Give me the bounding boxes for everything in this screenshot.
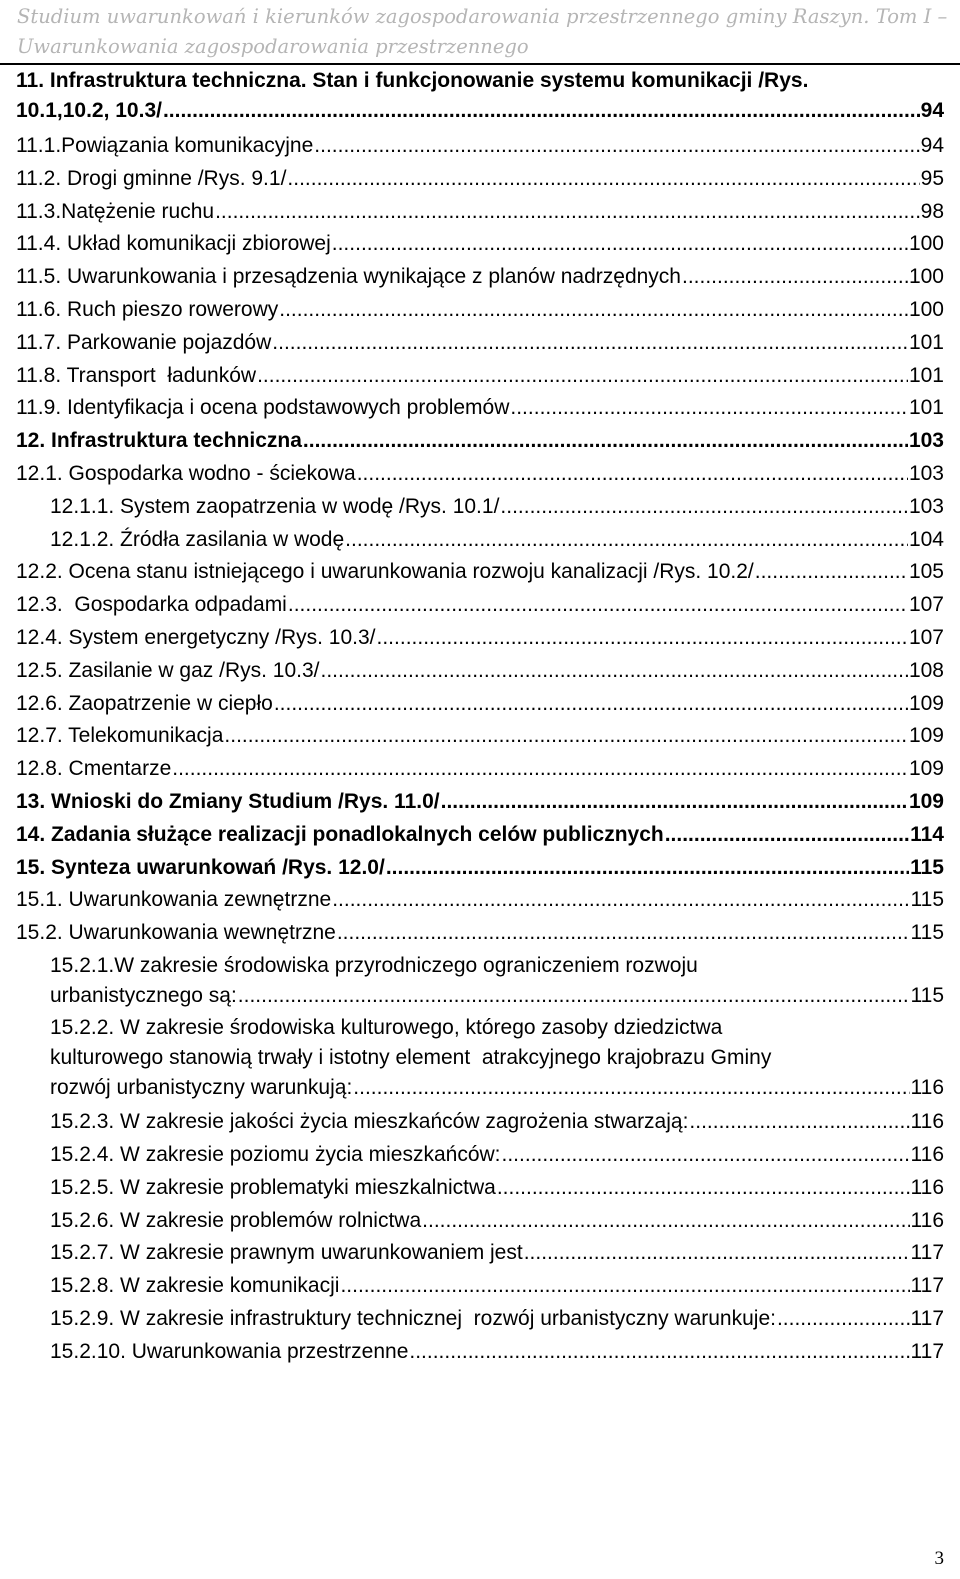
toc-entry-11[interactable] bbox=[16, 66, 944, 126]
toc-page-number: 101 bbox=[908, 364, 944, 387]
toc-entry-title: 11.2. Drogi gminne /Rys. 9.1/ bbox=[16, 167, 287, 190]
toc-entry-title: 11.5. Uwarunkowania i przesądzenia wynikające z planów nadrzędnych bbox=[16, 265, 681, 288]
toc-leader-dots bbox=[332, 229, 908, 259]
running-header bbox=[0, 0, 960, 64]
toc-leader-dots bbox=[353, 1073, 909, 1103]
toc-entry-12-6[interactable] bbox=[16, 689, 944, 719]
toc-entry-11-9[interactable] bbox=[16, 393, 944, 423]
toc-entry-13[interactable] bbox=[16, 787, 944, 817]
toc-page-number: 116 bbox=[910, 1143, 944, 1166]
toc-entry-11-5[interactable] bbox=[16, 262, 944, 292]
toc-leader-dots bbox=[340, 1271, 909, 1301]
toc-leader-dots bbox=[682, 262, 908, 292]
toc-entry-title: 15.2.4. W zakresie poziomu życia mieszkańców: bbox=[50, 1143, 501, 1166]
toc-entry-title: 12.3. Gospodarka odpadami bbox=[16, 593, 287, 616]
toc-page-number: 104 bbox=[908, 528, 944, 551]
toc-page-number: 109 bbox=[908, 692, 944, 715]
toc-leader-dots bbox=[279, 295, 908, 325]
toc-page-number: 101 bbox=[908, 331, 944, 354]
toc-entry-14[interactable] bbox=[16, 820, 944, 850]
toc-entry-15-2-9[interactable] bbox=[50, 1304, 944, 1334]
toc-leader-dots bbox=[524, 1238, 910, 1268]
toc-page-number: 108 bbox=[908, 659, 944, 682]
toc-page-number: 103 bbox=[908, 495, 944, 518]
page-number: 3 bbox=[934, 1548, 944, 1569]
toc-entry-title: 12.7. Telekomunikacja bbox=[16, 724, 224, 747]
toc-entry-11-7[interactable] bbox=[16, 328, 944, 358]
toc-page-number: 115 bbox=[910, 888, 944, 911]
toc-page-number: 100 bbox=[908, 265, 944, 288]
toc-leader-dots bbox=[357, 459, 908, 489]
toc-page-number: 115 bbox=[910, 856, 944, 879]
toc-page-number: 116 bbox=[910, 1209, 944, 1232]
toc-leader-dots bbox=[689, 1107, 909, 1137]
toc-entry-15[interactable] bbox=[16, 853, 944, 883]
toc-page-number: 109 bbox=[908, 724, 944, 747]
toc-leader-dots bbox=[386, 853, 909, 883]
toc-leader-dots bbox=[321, 656, 908, 686]
toc-entry-15-2[interactable] bbox=[16, 918, 944, 948]
toc-entry-title: 11.6. Ruch pieszo rowerowy bbox=[16, 298, 279, 321]
toc-entry-12-1-1[interactable] bbox=[50, 492, 944, 522]
toc-entry-12-5[interactable] bbox=[16, 656, 944, 686]
toc-page-number: 94 bbox=[920, 134, 944, 157]
toc-entry-title-cont: rozwój urbanistyczny warunkują: bbox=[50, 1076, 353, 1099]
toc-entry-15-2-8[interactable] bbox=[50, 1271, 944, 1301]
toc-entry-title: 15.2.7. W zakresie prawnym uwarunkowaniem jest bbox=[50, 1241, 523, 1264]
toc-leader-dots bbox=[163, 96, 920, 126]
toc-leader-dots bbox=[303, 426, 908, 456]
toc-entry-12-3[interactable] bbox=[16, 590, 944, 620]
toc-leader-dots bbox=[502, 1140, 910, 1170]
toc-entry-title: 12. Infrastruktura techniczna bbox=[16, 429, 302, 452]
toc-entry-title: 15.2.1.W zakresie środowiska przyrodniczego ograniczeniem rozwoju bbox=[50, 954, 698, 977]
toc-entry-title: 15.2.6. W zakresie problemów rolnictwa bbox=[50, 1209, 422, 1232]
toc-entry-12-1-2[interactable] bbox=[50, 525, 944, 555]
toc-page-number: 115 bbox=[910, 921, 944, 944]
toc-page-number: 116 bbox=[910, 1076, 944, 1099]
toc-entry-title: 11.4. Układ komunikacji zbiorowej bbox=[16, 232, 331, 255]
toc-leader-dots bbox=[755, 557, 908, 587]
toc-page-number: 103 bbox=[908, 429, 944, 452]
toc-entry-12-2[interactable] bbox=[16, 557, 944, 587]
toc-leader-dots bbox=[314, 131, 919, 161]
toc-entry-11-4[interactable] bbox=[16, 229, 944, 259]
toc-leader-dots bbox=[500, 492, 908, 522]
toc-entry-title: 14. Zadania służące realizacji ponadlokalnych celów publicznych bbox=[16, 823, 664, 846]
toc-entry-15-2-10[interactable] bbox=[50, 1337, 944, 1367]
toc-page-number: 95 bbox=[920, 167, 944, 190]
toc-entry-12-7[interactable] bbox=[16, 721, 944, 751]
toc-page-number: 100 bbox=[908, 232, 944, 255]
toc-leader-dots bbox=[510, 393, 908, 423]
toc-page-number: 105 bbox=[908, 560, 944, 583]
toc-entry-title: 15.2. Uwarunkowania wewnętrzne bbox=[16, 921, 336, 944]
toc-page-number: 94 bbox=[920, 99, 944, 122]
toc-entry-title: 15.1. Uwarunkowania zewnętrzne bbox=[16, 888, 332, 911]
toc-leader-dots bbox=[172, 754, 908, 784]
toc-entry-title: 15.2.2. W zakresie środowiska kulturowego, którego zasoby dziedzictwa bbox=[50, 1016, 723, 1039]
toc-entry-title: 11. Infrastruktura techniczna. Stan i funkcjonowanie systemu komunikacji /Rys. bbox=[16, 69, 809, 92]
toc-leader-dots bbox=[272, 328, 908, 358]
toc-entry-15-2-4[interactable] bbox=[50, 1140, 944, 1170]
toc-entry-title: 11.7. Parkowanie pojazdów bbox=[16, 331, 272, 354]
toc-entry-title: 15.2.10. Uwarunkowania przestrzenne bbox=[50, 1340, 409, 1363]
toc-page-number: 107 bbox=[908, 626, 944, 649]
toc-entry-title-cont: urbanistycznego są: bbox=[50, 984, 237, 1007]
toc-entry-15-2-6[interactable] bbox=[50, 1206, 944, 1236]
toc-leader-dots bbox=[288, 590, 908, 620]
toc-entry-title: 13. Wnioski do Zmiany Studium /Rys. 11.0/ bbox=[16, 790, 440, 813]
toc-entry-title: 12.8. Cmentarze bbox=[16, 757, 172, 780]
toc-entry-title-cont: 10.1,10.2, 10.3/ bbox=[16, 99, 162, 122]
toc-entry-15-2-5[interactable] bbox=[50, 1173, 944, 1203]
toc-entry-11-6[interactable] bbox=[16, 295, 944, 325]
toc-leader-dots bbox=[257, 361, 908, 391]
toc-entry-11-3[interactable] bbox=[16, 197, 944, 227]
toc-entry-title: 11.1.Powiązania komunikacyjne bbox=[16, 134, 314, 157]
toc-entry-15-1[interactable] bbox=[16, 885, 944, 915]
toc-entry-title: 15.2.8. W zakresie komunikacji bbox=[50, 1274, 340, 1297]
toc-entry-title: 12.1.1. System zaopatrzenia w wodę /Rys. 10.1/ bbox=[50, 495, 500, 518]
toc-entry-title: 12.5. Zasilanie w gaz /Rys. 10.3/ bbox=[16, 659, 320, 682]
toc-entry-title: 11.3.Natężenie ruchu bbox=[16, 200, 215, 223]
toc-leader-dots bbox=[665, 820, 909, 850]
toc-entry-11-1[interactable] bbox=[16, 131, 944, 161]
toc-leader-dots bbox=[377, 623, 908, 653]
toc-entry-title: 15.2.3. W zakresie jakości życia mieszkańców zagrożenia stwarzają: bbox=[50, 1110, 689, 1133]
toc-page-number: 107 bbox=[908, 593, 944, 616]
toc-entry-15-2-1[interactable] bbox=[50, 951, 944, 1011]
toc-page-number: 117 bbox=[910, 1241, 944, 1264]
toc-page-number: 117 bbox=[910, 1274, 944, 1297]
toc-leader-dots bbox=[238, 981, 910, 1011]
toc-leader-dots bbox=[332, 885, 909, 915]
toc-entry-title: 11.8. Transport ładunków bbox=[16, 364, 257, 387]
toc-entry-12-4[interactable] bbox=[16, 623, 944, 653]
toc-page-number: 109 bbox=[908, 757, 944, 780]
toc-page-number: 100 bbox=[908, 298, 944, 321]
toc-entry-15-2-2[interactable] bbox=[50, 1013, 944, 1103]
toc-leader-dots bbox=[287, 164, 919, 194]
toc-page-number: 115 bbox=[910, 984, 944, 1007]
toc-entry-title-cont: kulturowego stanowią trwały i istotny element atrakcyjnego krajobrazu Gminy bbox=[50, 1046, 772, 1069]
toc-leader-dots bbox=[497, 1173, 910, 1203]
running-header-line-1: Studium uwarunkowań i kierunków zagospodarowania przestrzennego gminy Raszyn. Tom I – bbox=[17, 5, 948, 28]
toc-page-number: 117 bbox=[910, 1340, 944, 1363]
toc-page-number: 98 bbox=[920, 200, 944, 223]
toc-entry-12-1[interactable] bbox=[16, 459, 944, 489]
toc-entry-11-2[interactable] bbox=[16, 164, 944, 194]
toc-page-number: 101 bbox=[908, 396, 944, 419]
toc-entry-title: 12.6. Zaopatrzenie w ciepło bbox=[16, 692, 273, 715]
toc-page-number: 116 bbox=[910, 1110, 944, 1133]
running-header-line-2: Uwarunkowania zagospodarowania przestrzennego bbox=[17, 35, 529, 58]
toc-leader-dots bbox=[345, 525, 908, 555]
toc-leader-dots bbox=[215, 197, 920, 227]
toc-entry-12[interactable] bbox=[16, 426, 944, 456]
toc-page-number: 109 bbox=[908, 790, 944, 813]
toc-entry-15-2-3[interactable] bbox=[50, 1107, 944, 1137]
toc-entry-12-8[interactable] bbox=[16, 754, 944, 784]
toc-entry-title: 12.2. Ocena stanu istniejącego i uwarunkowania rozwoju kanalizacji /Rys. 10.2/ bbox=[16, 560, 754, 583]
toc-entry-title: 15. Synteza uwarunkowań /Rys. 12.0/ bbox=[16, 856, 385, 879]
toc-page-number: 103 bbox=[908, 462, 944, 485]
toc-entry-15-2-7[interactable] bbox=[50, 1238, 944, 1268]
toc-page-number: 116 bbox=[910, 1176, 944, 1199]
toc-leader-dots bbox=[224, 721, 908, 751]
toc-leader-dots bbox=[441, 787, 908, 817]
toc-entry-title: 11.9. Identyfikacja i ocena podstawowych problemów bbox=[16, 396, 510, 419]
toc-leader-dots bbox=[777, 1304, 910, 1334]
toc-entry-title: 15.2.9. W zakresie infrastruktury technicznej rozwój urbanistyczny warunkuje: bbox=[50, 1307, 776, 1330]
toc-entry-title: 12.1. Gospodarka wodno - ściekowa bbox=[16, 462, 356, 485]
toc-leader-dots bbox=[274, 689, 908, 719]
toc-entry-title: 15.2.5. W zakresie problematyki mieszkalnictwa bbox=[50, 1176, 496, 1199]
header-rule bbox=[0, 63, 960, 65]
toc-entry-title: 12.1.2. Źródła zasilania w wodę bbox=[50, 528, 345, 551]
toc-leader-dots bbox=[409, 1337, 909, 1367]
toc-leader-dots bbox=[422, 1206, 909, 1236]
toc-entry-title: 12.4. System energetyczny /Rys. 10.3/ bbox=[16, 626, 376, 649]
toc-entry-11-8[interactable] bbox=[16, 361, 944, 391]
toc-leader-dots bbox=[337, 918, 910, 948]
toc-page-number: 114 bbox=[910, 823, 944, 846]
toc-page-number: 117 bbox=[910, 1307, 944, 1330]
